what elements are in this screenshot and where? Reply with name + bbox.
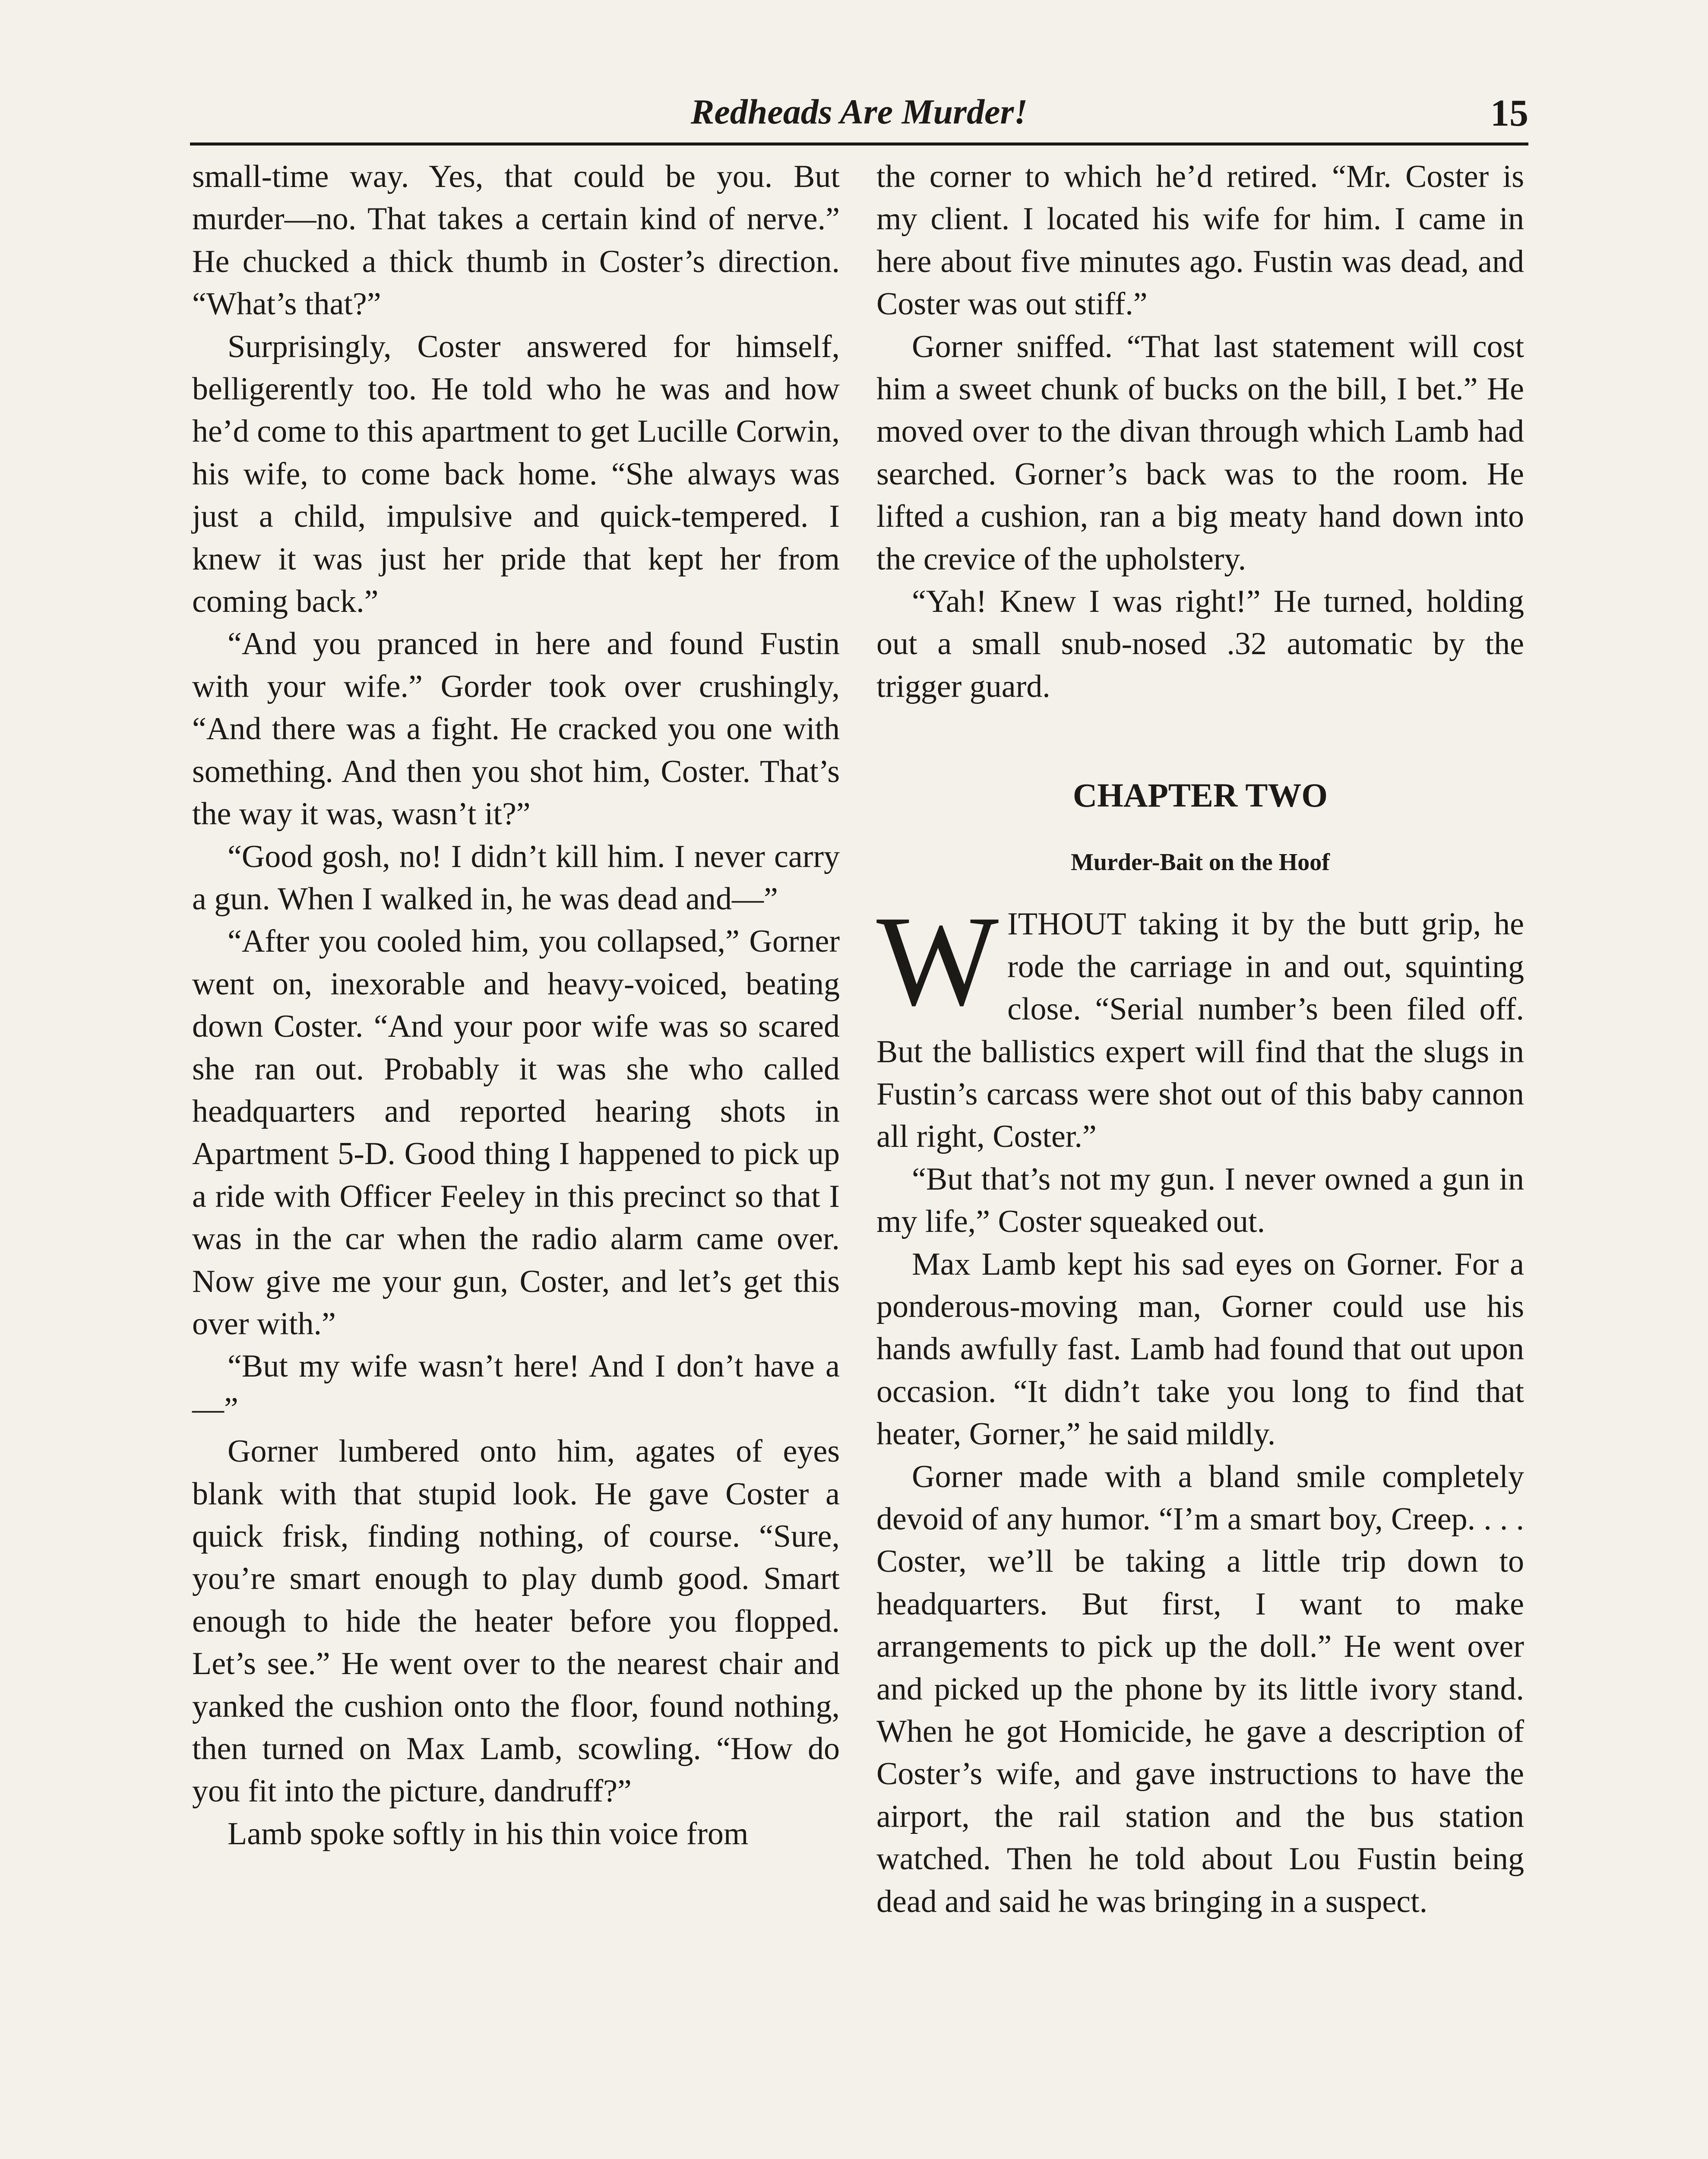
paragraph: Lamb spoke softly in his thin voice from	[228, 1816, 749, 1852]
paragraph: “Good gosh, no! I didn’t kill him. I never carry a gun. When I walked in, he was dead and—”	[192, 839, 840, 917]
paragraph: “After you cooled him, you collapsed,” Gorner went on, inexorable and heavy-voiced, beating down Coster. “And your poor wife was so scared she ran out. Probably it was she who called headquarters and reported hearing shots in Apartment 5-D. Good thing I happened to pick up a ride with Officer Feeley in this precinct so that I was in the car when the radio alarm came over. Now give me your gun, Coster, and let’s get this over with.”	[192, 924, 840, 1342]
paragraph: “And you pranced in here and found Fustin with your wife.” Gorder took over crushingly, “And there was a fight. He cracked you one with something. And then you shot him, Coster. That’s the way it was, wasn’t it?”	[192, 626, 840, 832]
running-title: Redheads Are Murder!	[690, 92, 1028, 131]
header-rule	[190, 142, 1528, 146]
paragraph: Surprisingly, Coster answered for himself, belligerently too. He told who he was and how he’d come to this apartment to get Lucille Corwin, his wife, to come back home. “She always was just a child, impulsive and quick-tempered. I knew it was just her pride that kept her from coming back.”	[192, 329, 840, 620]
paragraph: “But my wife wasn’t here! And I don’t have a—”	[192, 1349, 840, 1427]
paragraph: the corner to which he’d retired. “Mr. Coster is my client. I located his wife for him. I came in here about five minutes ago. Fustin was dead, and Coster was out stiff.”	[876, 159, 1524, 322]
chapter-heading: CHAPTER TWO	[1072, 776, 1328, 814]
opening-text: ITHOUT taking it by the butt grip, he rode the carriage in and out, squinting close. “Serial number’s been filed off. But the ballistics expert will find that the slugs in Fustin’s carcass were shot out of this baby cannon all right, Coster.”	[876, 906, 1524, 1155]
page-number: 15	[1490, 92, 1528, 134]
paragraph: Gorner made with a bland smile completely devoid of any humor. “I’m a smart boy, Creep. . . . Coster, we’ll be taking a little trip down to headquarters. But first, I want to make arrangements to pick up the doll.” He went over and picked up the phone by its little ivory stand. When he got Homicide, he gave a description of Coster’s wife, and gave instructions to have the airport, the rail station and the bus station watched. Then he told about Lou Fustin being dead and said he was bringing in a suspect.	[876, 1459, 1524, 1919]
paragraph: “Yah! Knew I was right!” He turned, holding out a small snub-nosed .32 automatic by the trigger guard.	[876, 584, 1524, 704]
chapter-opening-paragraph	[876, 889, 1524, 1158]
paragraph: Gorner lumbered onto him, agates of eyes blank with that stupid look. He gave Coster a quick frisk, finding nothing, of course. “Sure, you’re smart enough to play dumb good. Smart enough to hide the heater before you flopped. Let’s see.” He went over to the nearest chair and yanked the cushion onto the floor, found nothing, then turned on Max Lamb, scowling. “How do you fit into the picture, dandruff?”	[192, 1434, 840, 1809]
paragraph: “But that’s not my gun. I never owned a gun in my life,” Coster squeaked out.	[876, 1161, 1524, 1240]
paragraph: Gorner sniffed. “That last statement will cost him a sweet chunk of bucks on the bill, I bet.” He moved over to the divan through which Lamb had searched. Gorner’s back was to the room. He lifted a cushion, ran a big meaty hand down into the crevice of the upholstery.	[876, 329, 1524, 577]
paragraph: Max Lamb kept his sad eyes on Gorner. For a ponderous-moving man, Gorner could use his hands awfully fast. Lamb had found that out upon occasion. “It didn’t take you long to find that heater, Gorner,” he said mildly.	[876, 1246, 1524, 1452]
paragraph: small-time way. Yes, that could be you. But murder—no. That takes a certain kind of nerve.” He chucked a thick thumb in Coster’s direction. “What’s that?”	[192, 159, 840, 322]
running-header	[190, 92, 1528, 139]
right-column	[876, 155, 1524, 1923]
left-column	[192, 155, 840, 1855]
chapter-subtitle: Murder-Bait on the Hoof	[1071, 849, 1330, 876]
drop-cap: W	[876, 889, 999, 1033]
